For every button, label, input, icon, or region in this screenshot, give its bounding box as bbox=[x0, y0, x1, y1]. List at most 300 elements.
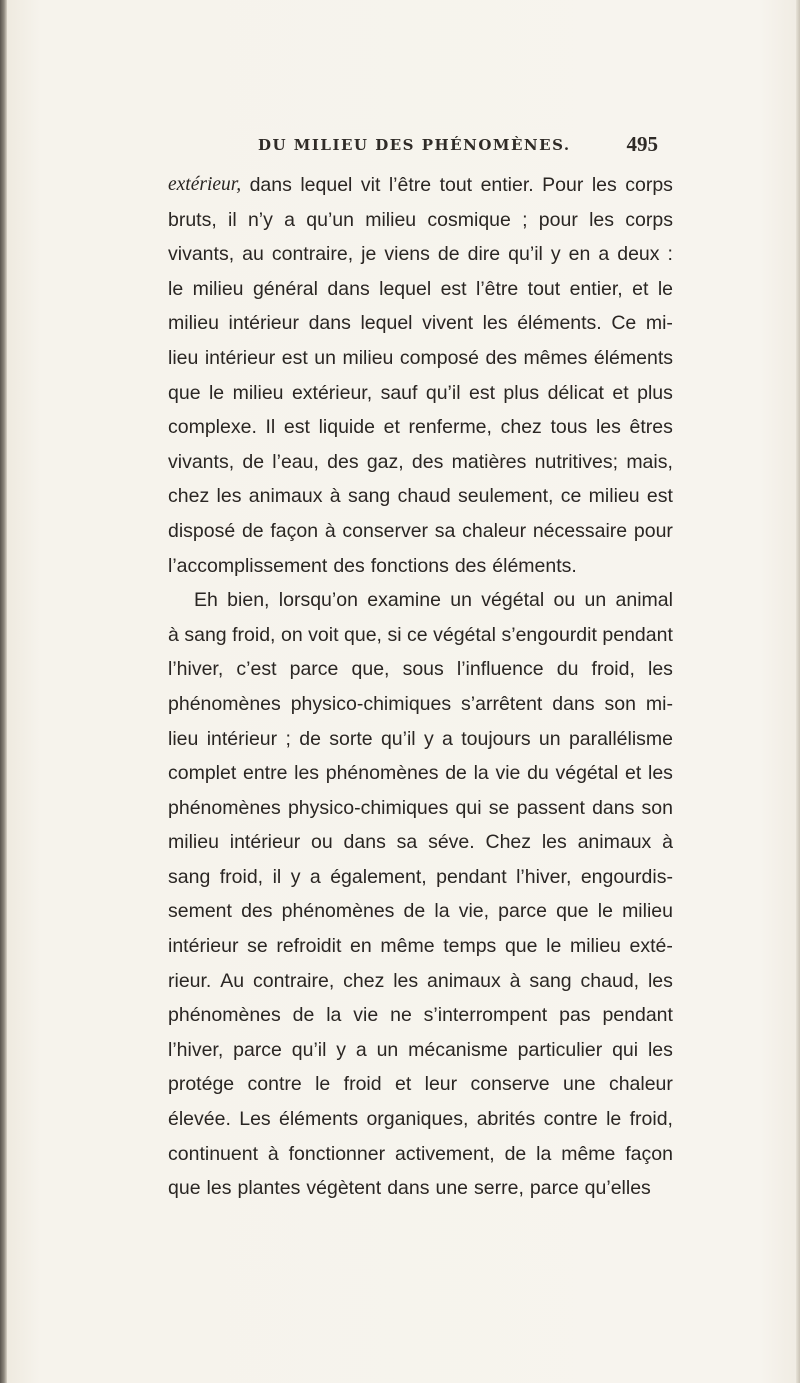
word: milieu bbox=[168, 831, 219, 854]
word: conserve bbox=[470, 1073, 550, 1096]
word: l’être bbox=[475, 277, 519, 300]
word: la bbox=[326, 1004, 342, 1027]
word: serre, bbox=[474, 1177, 524, 1200]
word: de bbox=[242, 450, 265, 473]
word: vivants, bbox=[168, 243, 235, 266]
word: dans bbox=[308, 312, 351, 335]
word: êtres bbox=[629, 416, 673, 439]
word: général bbox=[252, 277, 318, 300]
word: également, bbox=[330, 865, 427, 888]
word: la bbox=[536, 1142, 552, 1165]
text-line bbox=[168, 272, 673, 307]
word: intérieur bbox=[228, 312, 299, 335]
word: est bbox=[440, 277, 467, 300]
word: milieu bbox=[192, 277, 244, 300]
word: qu’il bbox=[508, 243, 543, 266]
word: sang bbox=[184, 623, 227, 646]
word: exté- bbox=[629, 935, 673, 958]
word: plus bbox=[503, 381, 540, 404]
word: chaud bbox=[397, 485, 451, 508]
word: phénomènes bbox=[168, 692, 281, 715]
word: conserver bbox=[342, 519, 429, 542]
word: sauf bbox=[380, 381, 418, 404]
word: végétal bbox=[481, 589, 545, 612]
word: froid, bbox=[232, 623, 276, 646]
word: pas bbox=[559, 1004, 591, 1027]
word: se bbox=[247, 935, 268, 958]
text-line bbox=[168, 1137, 673, 1172]
word: sang bbox=[347, 485, 391, 508]
word: rieur. bbox=[168, 969, 212, 992]
word: y bbox=[550, 243, 561, 266]
word: mi- bbox=[645, 692, 673, 715]
word: à bbox=[329, 485, 341, 508]
word: pour bbox=[538, 208, 578, 231]
word: du bbox=[527, 762, 549, 785]
word: les bbox=[595, 416, 621, 439]
word: milieu bbox=[232, 381, 284, 404]
word: on bbox=[280, 623, 303, 646]
word: chez bbox=[500, 416, 542, 439]
word: fonctions bbox=[370, 554, 449, 577]
word: plantes bbox=[237, 1177, 301, 1200]
word: de bbox=[437, 243, 460, 266]
word: contre bbox=[543, 1108, 598, 1131]
word: lequel bbox=[300, 174, 353, 196]
word: même bbox=[561, 1142, 616, 1165]
word: a bbox=[442, 727, 453, 750]
word: les bbox=[216, 485, 242, 508]
word: chaud, bbox=[580, 969, 640, 992]
text-line bbox=[168, 894, 673, 929]
word: du bbox=[556, 658, 579, 681]
text-line bbox=[168, 1102, 673, 1137]
word: s’engourdit bbox=[501, 623, 597, 646]
word: les bbox=[591, 174, 617, 196]
word: extérieur, bbox=[291, 381, 373, 404]
word: pendant bbox=[602, 1004, 673, 1027]
word: et bbox=[625, 762, 642, 785]
word: a bbox=[309, 865, 321, 888]
word: s’arrêtent bbox=[461, 692, 543, 715]
word: intérieur bbox=[206, 727, 278, 750]
word: ; bbox=[285, 727, 291, 750]
word: tous bbox=[550, 416, 588, 439]
page-number: 495 bbox=[626, 132, 658, 156]
word: l’hiver, bbox=[168, 658, 224, 681]
word: Pour bbox=[542, 174, 584, 196]
word: entier, bbox=[569, 277, 623, 300]
word: que bbox=[556, 900, 589, 923]
word: tout bbox=[527, 277, 561, 300]
word: parallélisme bbox=[568, 727, 673, 750]
word: les bbox=[648, 658, 673, 681]
word: intérieur bbox=[168, 935, 239, 958]
word: le bbox=[597, 900, 613, 923]
word: tout bbox=[439, 174, 473, 196]
word: un bbox=[376, 1038, 399, 1061]
word: pendant bbox=[602, 623, 673, 646]
word: seulement, bbox=[458, 485, 554, 508]
word: le bbox=[208, 381, 225, 404]
word: continuent bbox=[168, 1142, 258, 1165]
word: le bbox=[606, 1108, 622, 1131]
text-line bbox=[168, 1033, 673, 1068]
body-text bbox=[168, 168, 673, 1206]
word: éléments. bbox=[517, 312, 602, 335]
word: et bbox=[632, 277, 649, 300]
word: composé bbox=[399, 346, 480, 369]
word: particulier bbox=[517, 1038, 603, 1061]
word: gaz, bbox=[366, 450, 404, 473]
word: façon bbox=[625, 1142, 673, 1165]
word: l’eau, bbox=[272, 450, 319, 473]
word: vivent bbox=[422, 312, 474, 335]
word: froid, bbox=[591, 658, 635, 681]
text-line bbox=[168, 479, 673, 514]
word: son bbox=[641, 796, 673, 819]
text-line bbox=[168, 549, 673, 584]
word: animaux bbox=[427, 969, 501, 992]
word: matières bbox=[451, 450, 527, 473]
word: que, bbox=[351, 658, 390, 681]
word: lequel bbox=[360, 312, 413, 335]
word: voit bbox=[308, 623, 339, 646]
word: il bbox=[272, 865, 282, 888]
word: toujours bbox=[461, 727, 531, 750]
word: Il bbox=[265, 416, 276, 439]
word: qui bbox=[455, 796, 482, 819]
word: est bbox=[468, 381, 495, 404]
word: l’être bbox=[388, 174, 432, 196]
word: la bbox=[434, 900, 450, 923]
word: y bbox=[290, 865, 301, 888]
word: : bbox=[667, 243, 673, 266]
word: Ce bbox=[611, 312, 637, 335]
word: le bbox=[546, 935, 562, 958]
word: végétal bbox=[555, 762, 619, 785]
word: contraire, bbox=[252, 969, 335, 992]
word: qu’elles bbox=[584, 1177, 651, 1200]
word: corps bbox=[625, 174, 673, 196]
word: complexe. bbox=[168, 416, 257, 439]
word: que bbox=[504, 935, 538, 958]
text-line bbox=[168, 964, 673, 999]
word: renferme, bbox=[408, 416, 492, 439]
word: l’hiver, bbox=[516, 865, 572, 888]
word: façon bbox=[270, 519, 319, 542]
word: à bbox=[324, 519, 336, 542]
word: mêmes bbox=[523, 346, 588, 369]
word: organiques, bbox=[366, 1108, 469, 1131]
word: engourdis- bbox=[580, 865, 673, 888]
text-line bbox=[168, 791, 673, 826]
word: chez bbox=[168, 485, 210, 508]
word: a bbox=[355, 1038, 367, 1061]
word: parce bbox=[498, 900, 547, 923]
word: est bbox=[283, 416, 310, 439]
word: milieu bbox=[365, 208, 417, 231]
word: froid, bbox=[629, 1108, 673, 1131]
word: phénomènes bbox=[168, 796, 281, 819]
text-line bbox=[168, 376, 673, 411]
word: physico-chimiques bbox=[290, 692, 452, 715]
word: en bbox=[350, 935, 372, 958]
word: milieu bbox=[168, 312, 219, 335]
text-line bbox=[168, 722, 673, 757]
word: les bbox=[589, 208, 615, 231]
word: abrités bbox=[476, 1108, 536, 1131]
word: physico-chimiques bbox=[287, 796, 449, 819]
word: bien, bbox=[227, 589, 270, 612]
word: à bbox=[662, 831, 673, 854]
word: animaux bbox=[577, 831, 652, 854]
word: les bbox=[647, 969, 673, 992]
word: de bbox=[403, 900, 426, 923]
text-line bbox=[168, 203, 673, 238]
word: lequel bbox=[379, 277, 432, 300]
word: phénomènes bbox=[325, 762, 439, 785]
word: viens bbox=[384, 243, 430, 266]
word: leur bbox=[424, 1073, 458, 1096]
word: les bbox=[206, 1177, 232, 1200]
word: vit bbox=[360, 174, 381, 196]
text-line bbox=[168, 410, 673, 445]
word: plus bbox=[637, 381, 673, 404]
word: au bbox=[242, 243, 264, 266]
word: vie, bbox=[458, 900, 490, 923]
word: s’interrompent bbox=[423, 1004, 548, 1027]
text-line bbox=[168, 237, 673, 272]
word: milieu bbox=[342, 346, 394, 369]
word: qui bbox=[612, 1038, 639, 1061]
word: en bbox=[568, 243, 591, 266]
word: a bbox=[598, 243, 610, 266]
word: dans bbox=[552, 692, 595, 715]
word: délicat bbox=[547, 381, 604, 404]
word: disposé bbox=[168, 519, 236, 542]
word: les bbox=[541, 831, 567, 854]
word: les bbox=[294, 762, 320, 785]
word: ou bbox=[311, 831, 333, 854]
word: pendant bbox=[436, 865, 507, 888]
word: dans bbox=[343, 831, 386, 854]
word: sorte bbox=[329, 727, 373, 750]
word: les bbox=[482, 312, 508, 335]
word: des bbox=[411, 450, 444, 473]
word: sement bbox=[168, 900, 232, 923]
running-title: DU MILIEU DES PHÉNOMÈNES. bbox=[258, 136, 571, 154]
word: à bbox=[267, 1142, 279, 1165]
word: refroidit bbox=[276, 935, 342, 958]
text-line bbox=[168, 1171, 673, 1206]
word: dans bbox=[592, 796, 635, 819]
word: temps bbox=[443, 935, 497, 958]
word: et bbox=[383, 416, 400, 439]
word: se bbox=[488, 796, 510, 819]
word: que bbox=[168, 1177, 201, 1200]
word: des bbox=[241, 900, 273, 923]
word: a bbox=[284, 208, 295, 231]
word: dans bbox=[387, 1177, 430, 1200]
text-line bbox=[168, 860, 673, 895]
word: fonctionner bbox=[288, 1142, 386, 1165]
word: entre bbox=[242, 762, 288, 785]
word: vie bbox=[353, 1004, 379, 1027]
word: ce bbox=[407, 623, 428, 646]
word: éléments bbox=[593, 346, 673, 369]
word: éléments bbox=[279, 1108, 359, 1131]
word: phénomènes bbox=[281, 900, 395, 923]
word: l’accomplissement bbox=[168, 554, 328, 577]
text-line bbox=[168, 618, 673, 653]
text-line bbox=[168, 652, 673, 687]
word: phénomènes bbox=[168, 1004, 281, 1027]
word: milieu bbox=[588, 485, 640, 508]
page-right-edge bbox=[796, 0, 800, 1383]
word: bruts, bbox=[168, 208, 217, 231]
word: sous bbox=[402, 658, 444, 681]
italic-word: extérieur, bbox=[168, 174, 242, 195]
text-line bbox=[168, 929, 673, 964]
text-line bbox=[168, 583, 673, 618]
word: l’hiver, bbox=[168, 1038, 224, 1061]
word: des bbox=[454, 554, 487, 577]
word: le bbox=[657, 277, 673, 300]
text-line bbox=[168, 514, 673, 549]
word: ; bbox=[522, 208, 528, 231]
text-line bbox=[168, 1067, 673, 1102]
word: Les bbox=[239, 1108, 271, 1131]
word: qu’il bbox=[425, 381, 461, 404]
word: la bbox=[473, 762, 489, 785]
word: nécessaire bbox=[532, 519, 628, 542]
word: milieu bbox=[622, 900, 673, 923]
word: des bbox=[485, 346, 517, 369]
word: nutritives; bbox=[534, 450, 619, 473]
word: froid, bbox=[219, 865, 264, 888]
word: est bbox=[646, 485, 673, 508]
word: protége bbox=[168, 1073, 235, 1096]
word: de bbox=[504, 1142, 527, 1165]
word: des bbox=[327, 450, 359, 473]
word: liquide bbox=[318, 416, 375, 439]
word: et bbox=[394, 1073, 412, 1096]
word: lorsqu’on bbox=[278, 589, 358, 612]
word: végètent bbox=[306, 1177, 382, 1200]
word: éléments. bbox=[492, 554, 577, 577]
word: je bbox=[361, 243, 377, 266]
word: une bbox=[563, 1073, 596, 1096]
page-spine-shadow bbox=[0, 0, 7, 1383]
word: ce bbox=[560, 485, 582, 508]
word: mi- bbox=[645, 312, 673, 335]
word: pour bbox=[633, 519, 673, 542]
word: contre bbox=[247, 1073, 302, 1096]
word: le bbox=[168, 277, 184, 300]
word: Au bbox=[220, 969, 245, 992]
text-line bbox=[168, 341, 673, 376]
word: contraire, bbox=[271, 243, 354, 266]
word: ne bbox=[390, 1004, 412, 1027]
word: cosmique bbox=[427, 208, 511, 231]
word: milieu bbox=[569, 935, 621, 958]
text-line bbox=[168, 445, 673, 480]
word: parce bbox=[233, 1038, 282, 1061]
text-line bbox=[168, 756, 673, 791]
word: ou bbox=[553, 589, 576, 612]
word: entier. bbox=[480, 174, 534, 196]
word: qu’il bbox=[291, 1038, 327, 1061]
word: de bbox=[445, 762, 467, 785]
word: n’y bbox=[247, 208, 273, 231]
word: même bbox=[380, 935, 435, 958]
word: un bbox=[450, 589, 472, 612]
word: chez bbox=[343, 969, 385, 992]
text-line bbox=[168, 998, 673, 1033]
word: le bbox=[315, 1073, 331, 1096]
word: y bbox=[423, 727, 434, 750]
word: vivants, bbox=[168, 450, 235, 473]
word: Eh bbox=[194, 589, 218, 612]
text-line bbox=[168, 306, 673, 341]
word: examine bbox=[367, 589, 441, 612]
word: Chez bbox=[485, 831, 532, 854]
word: élevée. bbox=[168, 1108, 231, 1131]
word: à bbox=[509, 969, 521, 992]
word: et bbox=[612, 381, 629, 404]
word: les bbox=[648, 762, 673, 785]
word: il bbox=[228, 208, 237, 231]
word: activement, bbox=[394, 1142, 495, 1165]
word: à bbox=[168, 623, 179, 646]
word: de bbox=[299, 727, 321, 750]
word: intérieur bbox=[204, 346, 276, 369]
word: vie bbox=[495, 762, 521, 785]
word: les bbox=[393, 969, 419, 992]
word: chaleur bbox=[608, 1073, 673, 1096]
word: lieu bbox=[168, 727, 199, 750]
word: mécanisme bbox=[408, 1038, 508, 1061]
text-line bbox=[168, 687, 673, 722]
word: c’est bbox=[236, 658, 277, 681]
word: parce bbox=[529, 1177, 579, 1200]
word: passent bbox=[516, 796, 585, 819]
text-line bbox=[168, 168, 673, 203]
word: y bbox=[336, 1038, 347, 1061]
word: un bbox=[314, 346, 336, 369]
word: si bbox=[387, 623, 402, 646]
word: dans bbox=[327, 277, 370, 300]
word: parce bbox=[289, 658, 339, 681]
word: sang bbox=[529, 969, 572, 992]
word: sang bbox=[168, 865, 211, 888]
word: animal bbox=[615, 589, 673, 612]
word: les bbox=[647, 1038, 673, 1061]
word: deux bbox=[617, 243, 660, 266]
word: animaux bbox=[248, 485, 323, 508]
word: de bbox=[292, 1004, 315, 1027]
word: une bbox=[435, 1177, 469, 1200]
word: dire bbox=[467, 243, 501, 266]
word: sa bbox=[396, 831, 418, 854]
word: qu’il bbox=[380, 727, 416, 750]
word: végétal bbox=[433, 623, 496, 646]
word: est bbox=[281, 346, 308, 369]
word: des bbox=[333, 554, 365, 577]
word: que, bbox=[344, 623, 382, 646]
word: chaleur bbox=[462, 519, 527, 542]
